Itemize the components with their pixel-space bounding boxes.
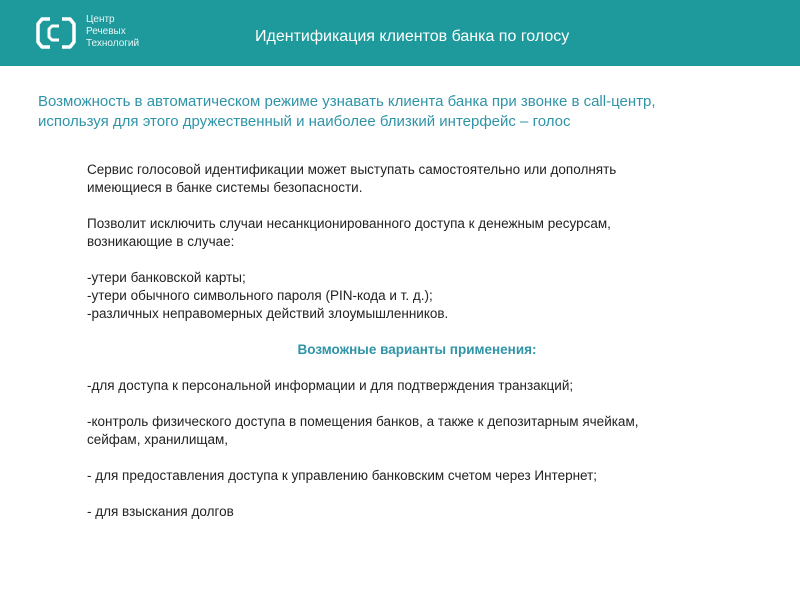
paragraph-line: имеющиеся в банке системы безопасности. [87, 180, 363, 195]
subtitle-line: Возможность в автоматическом режиме узнавать клиента банка при звонке в call-центр, [38, 93, 656, 110]
list-item: -различных неправомерных действий злоумышленников. [87, 306, 449, 321]
list-item: -утери обычного символьного пароля (PIN-кода и т. д.); [87, 288, 433, 303]
logo-line: Технологий [86, 38, 140, 49]
list-item: -для доступа к персональной информации и для подтверждения транзакций; [87, 378, 574, 393]
logo-line: Речевых [86, 26, 126, 37]
list-item: - для предоставления доступа к управлению банковским счетом через Интернет; [87, 468, 598, 483]
subtitle-line: используя для этого дружественный и наиболее близкий интерфейс – голос [38, 113, 571, 130]
list-item: сейфам, хранилищам, [87, 432, 229, 447]
list-item: -утери банковской карты; [87, 270, 246, 285]
paragraph-line: Позволит исключить случаи несанкционированного доступа к денежным ресурсам, [87, 216, 611, 231]
page-title: Идентификация клиентов банка по голосу [255, 28, 570, 45]
header-bar [0, 0, 800, 66]
list-item: -контроль физического доступа в помещения банков, а также к депозитарным ячейкам, [87, 414, 639, 429]
list-item: - для взыскания долгов [87, 504, 234, 519]
section-heading: Возможные варианты применения: [297, 342, 537, 357]
logo-text [86, 14, 176, 50]
paragraph-line: Сервис голосовой идентификации может выступать самостоятельно или дополнять [87, 162, 617, 177]
subtitle [38, 92, 778, 132]
logo-line: Центр [86, 14, 115, 25]
logo-icon [36, 16, 76, 50]
paragraph-line: возникающие в случае: [87, 234, 235, 249]
body-text [87, 161, 747, 521]
